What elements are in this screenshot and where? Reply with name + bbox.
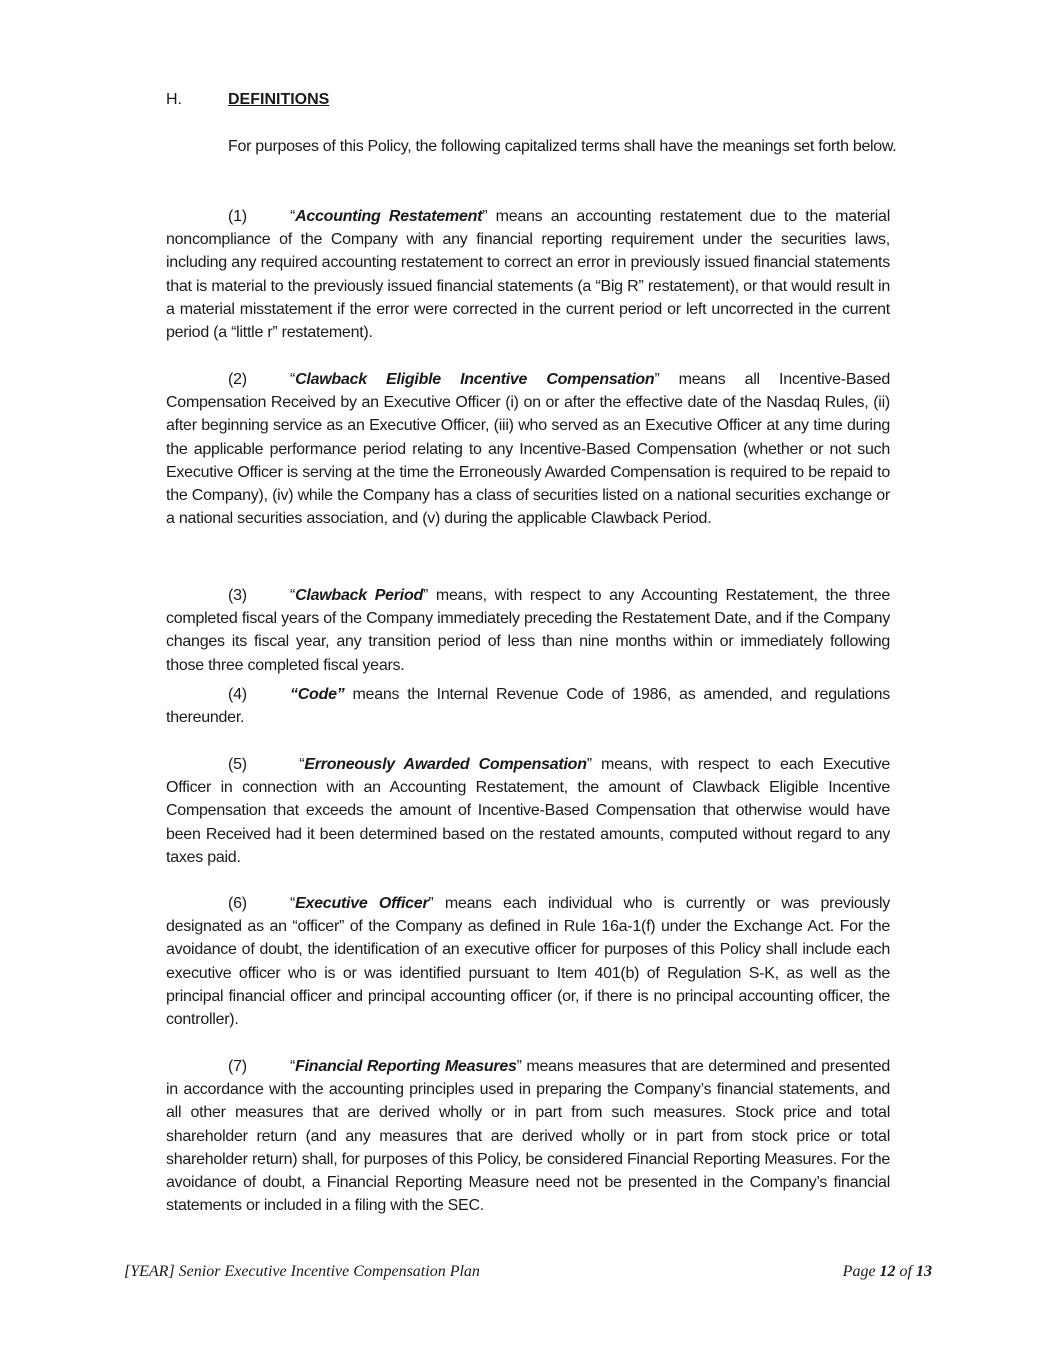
section-title: DEFINITIONS (228, 91, 330, 108)
definition-text: means, with respect to each Executive Officer in connection with an Accounting Restatement, the amount of Clawback Eligible Incentive Compensation that exceeds the amount of Incentive-Based Compensation that otherwise would have been Received had it been determined based on the restated amounts, computed without regard to any taxes paid. (166, 756, 890, 866)
definition-number: (7) (228, 1058, 247, 1075)
definition-code (166, 683, 890, 729)
definition-term: Clawback Eligible Incentive Compensation (295, 371, 655, 388)
section-number: H. (166, 91, 182, 108)
definition-number: (1) (228, 208, 247, 225)
footer-page-number: Page 12 of 13 (842, 1263, 932, 1280)
definition-number: (6) (228, 895, 247, 912)
total-pages: 13 (916, 1263, 932, 1280)
section-heading (166, 88, 329, 111)
section-intro: For purposes of this Policy, the following capitalized terms shall have the meanings set forth below. (228, 138, 897, 155)
definition-term: Executive Officer (295, 895, 429, 912)
footer-plan-title: [YEAR] Senior Executive Incentive Compensation Plan (124, 1263, 480, 1280)
definition-clawback-eligible-incentive-compensation: (2) “Clawback Eligible Incentive Compensation” means all Incentive-Based Compensation Received by an Executive Officer (i) on or after the effective date of the Nasdaq Rules, (ii) after beginning service as an Executive Officer, (iii) who served as an Executive Officer at any time during the applicable performance period relating to any Incentive-Based Compensation (whether or not such Executive Officer is serving at the time the Erroneously Awarded Compensation is required to be repaid to the Company), (iv) while the Company has a class of securities listed on a national securities exchange or a national securities association, and (v) during the applicable Clawback Period. (166, 368, 890, 530)
definition-term: Erroneously Awarded Compensation (304, 756, 587, 773)
definition-term: “Code” (290, 686, 345, 703)
definition-text: means measures that are determined and presented in accordance with the accounting principles used in preparing the Company’s financial statements, and all other measures that are derived wholly or in part from such measures. Stock price and total shareholder return (and any measures that are derived wholly or in part from stock price or total shareholder return) shall, for purposes of this Policy, be considered Financial Reporting Measures. For the avoidance of doubt, a Financial Reporting Measure need not be presented in the Company’s financial statements or included in a filing with the SEC. (166, 1058, 891, 1215)
definition-text: means an accounting restatement due to the material noncompliance of the Company with any financial reporting requirement under the securities laws, including any required accounting restatement to correct an error in previously issued financial statements that is material to the previously issued financial statements (a “Big R” restatement), or that would result in a material misstatement if the error were corrected in the current period or left uncorrected in the current period (a “little r” restatement). (166, 208, 891, 342)
definition-term: Accounting Restatement (295, 208, 483, 225)
definition-number: (5) (228, 756, 247, 773)
definition-number: (2) (228, 371, 247, 388)
definition-erroneously-awarded-compensation: (5) “Erroneously Awarded Compensation” means, with respect to each Executive Officer in connection with an Accounting Restatement, the amount of Clawback Eligible Incentive Compensation that exceeds the amount of Incentive-Based Compensation that otherwise would have been Received had it been determined based on the restated amounts, computed without regard to any taxes paid. (166, 753, 890, 869)
definition-term: Financial Reporting Measures (295, 1058, 517, 1075)
definition-number: (4) (228, 686, 247, 703)
definition-text: means the Internal Revenue Code of 1986, as amended, and regulations thereunder. (166, 686, 890, 727)
definition-accounting-restatement: (1) “Accounting Restatement” means an accounting restatement due to the material noncompliance of the Company with any financial reporting requirement under the securities laws, including any required accounting restatement to correct an error in previously issued financial statements that is material to the previously issued financial statements (a “Big R” restatement), or that would result in a material misstatement if the error were corrected in the current period or left uncorrected in the current period (a “little r” restatement). (166, 205, 890, 344)
definition-executive-officer: (6) “Executive Officer” means each individual who is currently or was previously designated as an “officer” of the Company as defined in Rule 16a-1(f) under the Exchange Act. For the avoidance of doubt, the identification of an executive officer for purposes of this Policy shall include each executive officer who is or was identified pursuant to Item 401(b) of Regulation S-K, as well as the principal financial officer and principal accounting officer (or, if there is no principal accounting officer, the controller). (166, 892, 890, 1031)
definition-financial-reporting-measures: (7) “Financial Reporting Measures” means measures that are determined and presented in accordance with the accounting principles used in preparing the Company’s financial statements, and all other measures that are derived wholly or in part from such measures. Stock price and total shareholder return (and any measures that are derived wholly or in part from stock price or total shareholder return) shall, for purposes of this Policy, be considered Financial Reporting Measures. For the avoidance of doubt, a Financial Reporting Measure need not be presented in the Company’s financial statements or included in a filing with the SEC. (166, 1055, 890, 1217)
definition-number: (3) (228, 587, 247, 604)
definition-term: Clawback Period (295, 587, 423, 604)
definition-text: means each individual who is currently or was previously designated as an “officer” of the Company as defined in Rule 16a-1(f) under the Exchange Act. For the avoidance of doubt, the identification of an executive officer for purposes of this Policy shall include each executive officer who is or was identified pursuant to Item 401(b) of Regulation S-K, as well as the principal financial officer and principal accounting officer (or, if there is no principal accounting officer, the controller). (166, 895, 891, 1029)
current-page: 12 (879, 1263, 896, 1280)
definition-text: means, with respect to any Accounting Restatement, the three completed fiscal years of the Company immediately preceding the Restatement Date, and if the Company changes its fiscal year, any transition period of less than nine months within or immediately following those three completed fiscal years. (166, 587, 891, 674)
definition-text: means all Incentive-Based Compensation Received by an Executive Officer (i) on or after the effective date of the Nasdaq Rules, (ii) after beginning service as an Executive Officer, (iii) who served as an Executive Officer at any time during the applicable performance period relating to any Incentive-Based Compensation (whether or not such Executive Officer is serving at the time the Erroneously Awarded Compensation is required to be repaid to the Company), (iv) while the Company has a class of securities listed on a national securities exchange or a national securities association, and (v) during the applicable Clawback Period. (166, 371, 890, 528)
definition-clawback-period: (3) “Clawback Period” means, with respect to any Accounting Restatement, the three completed fiscal years of the Company immediately preceding the Restatement Date, and if the Company changes its fiscal year, any transition period of less than nine months within or immediately following those three completed fiscal years. (166, 584, 890, 677)
